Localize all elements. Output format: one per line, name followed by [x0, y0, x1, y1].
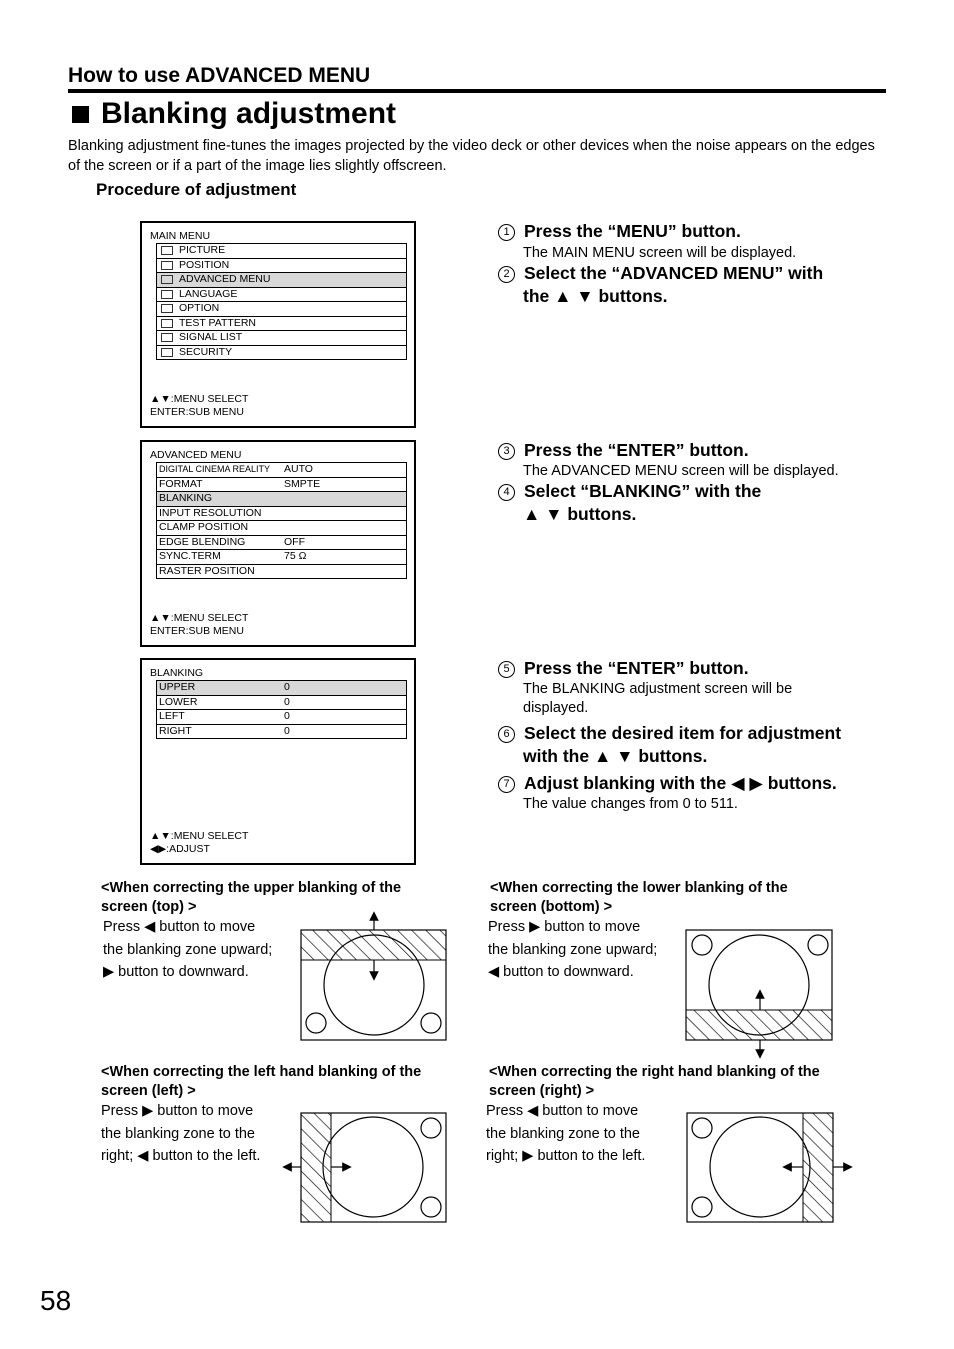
picture-icon	[161, 246, 173, 255]
blanking-menu-footer: ▲▼:MENU SELECT ◀▶:ADJUST	[150, 830, 249, 855]
advanced-menu-screen	[140, 440, 416, 647]
blanking-item-selected[interactable]: UPPER 0	[157, 681, 406, 696]
step-5: 5 Press the “ENTER” button.	[498, 657, 749, 680]
page-title-text: Blanking adjustment	[101, 97, 397, 130]
advanced-menu-item-selected[interactable]: BLANKING	[157, 492, 406, 507]
intro-paragraph: Blanking adjustment fine-tunes the images projected by the video deck or other devices when the noise appears on the edges of the screen or if a part of the image lies slightly offscreen.	[68, 138, 875, 174]
main-menu-item[interactable]: SIGNAL LIST	[157, 331, 406, 346]
language-icon	[161, 290, 173, 299]
case-bottom-heading: <When correcting the lower blanking of the screen (bottom) >	[490, 880, 788, 915]
main-menu-item[interactable]: LANGUAGE	[157, 288, 406, 303]
advanced-menu-icon	[161, 275, 173, 284]
step-2: 2 Select the “ADVANCED MENU” with the ▲ ▼ buttons.	[498, 262, 823, 308]
case-left-text: Press ▶ button to move the blanking zone to the right; ◀ button to the left.	[101, 1103, 261, 1164]
step-4: 4 Select “BLANKING” with the ▲ ▼ buttons.	[498, 480, 761, 526]
main-menu-title: MAIN MENU	[150, 230, 211, 242]
left-blanking-diagram	[280, 1108, 460, 1228]
main-menu-footer: ▲▼:MENU SELECT ENTER:SUB MENU	[150, 393, 249, 418]
step-1: 1 Press the “MENU” button.	[498, 220, 741, 243]
blanking-item[interactable]: LEFT 0	[157, 710, 406, 725]
advanced-menu-item[interactable]: DIGITAL CINEMA REALITY AUTO	[157, 463, 406, 478]
note-step-5: The BLANKING adjustment screen will be displayed.	[523, 681, 793, 716]
case-right-heading: <When correcting the right hand blanking of the screen (right) >	[489, 1064, 820, 1099]
step-7: 7 Adjust blanking with the ◀ ▶ buttons.	[498, 772, 837, 795]
case-top-heading: <When correcting the upper blanking of the screen (top) >	[101, 880, 402, 915]
main-menu-item[interactable]: PICTURE	[157, 244, 406, 259]
advanced-menu-list	[156, 462, 407, 579]
position-icon	[161, 261, 173, 270]
procedure-heading: Procedure of adjustment	[96, 180, 297, 199]
blanking-menu-list	[156, 680, 407, 739]
advanced-menu-item[interactable]: SYNC.TERM 75 Ω	[157, 550, 406, 565]
advanced-menu-title: ADVANCED MENU	[150, 449, 242, 461]
note-step-7: The value changes from 0 to 511.	[523, 796, 738, 812]
case-left-heading: <When correcting the left hand blanking of the screen (left) >	[101, 1064, 422, 1099]
case-top-text: Press ◀ button to move the blanking zone upward; ▶ button to downward.	[103, 919, 273, 980]
advanced-menu-item[interactable]: INPUT RESOLUTION	[157, 507, 406, 522]
main-menu-list	[156, 243, 407, 360]
blanking-menu-screen	[140, 658, 416, 865]
advanced-menu-item[interactable]: EDGE BLENDING OFF	[157, 536, 406, 551]
advanced-menu-item[interactable]: RASTER POSITION	[159, 564, 255, 577]
step-6: 6 Select the desired item for adjustment with the ▲ ▼ buttons.	[498, 722, 841, 768]
blanking-item[interactable]: LOWER 0	[157, 696, 406, 711]
option-icon	[161, 304, 173, 313]
signal-list-icon	[161, 333, 173, 342]
square-bullet-icon	[72, 106, 89, 123]
test-pattern-icon	[161, 319, 173, 328]
step-3: 3 Press the “ENTER” button.	[498, 439, 749, 462]
section-rule	[68, 89, 886, 93]
right-blanking-diagram	[680, 1108, 860, 1228]
main-menu-item[interactable]: TEST PATTERN	[157, 317, 406, 332]
bottom-blanking-diagram	[676, 922, 846, 1062]
advanced-menu-item[interactable]: FORMAT SMPTE	[157, 478, 406, 493]
main-menu-screen	[140, 221, 416, 428]
main-menu-item-selected[interactable]: ADVANCED MENU	[157, 273, 406, 288]
main-menu-item[interactable]: POSITION	[157, 259, 406, 274]
main-menu-item[interactable]: OPTION	[157, 302, 406, 317]
case-right-text: Press ◀ button to move the blanking zone to the right; ▶ button to the left.	[486, 1103, 646, 1164]
section-title: How to use ADVANCED MENU	[68, 64, 371, 87]
case-bottom-text: Press ▶ button to move the blanking zone upward; ◀ button to downward.	[488, 919, 658, 980]
blanking-menu-title: BLANKING	[150, 667, 204, 679]
top-blanking-diagram	[290, 908, 460, 1048]
blanking-item[interactable]: RIGHT 0	[159, 724, 290, 737]
page-title	[72, 97, 396, 131]
note-step-3: The ADVANCED MENU screen will be displayed.	[523, 463, 839, 479]
note-step-1: The MAIN MENU screen will be displayed.	[523, 245, 797, 261]
advanced-menu-footer: ▲▼:MENU SELECT ENTER:SUB MENU	[150, 612, 249, 637]
security-icon	[161, 348, 173, 357]
advanced-menu-item[interactable]: CLAMP POSITION	[157, 521, 406, 536]
page-number: 58	[40, 1285, 72, 1316]
main-menu-item[interactable]: SECURITY	[157, 346, 406, 360]
